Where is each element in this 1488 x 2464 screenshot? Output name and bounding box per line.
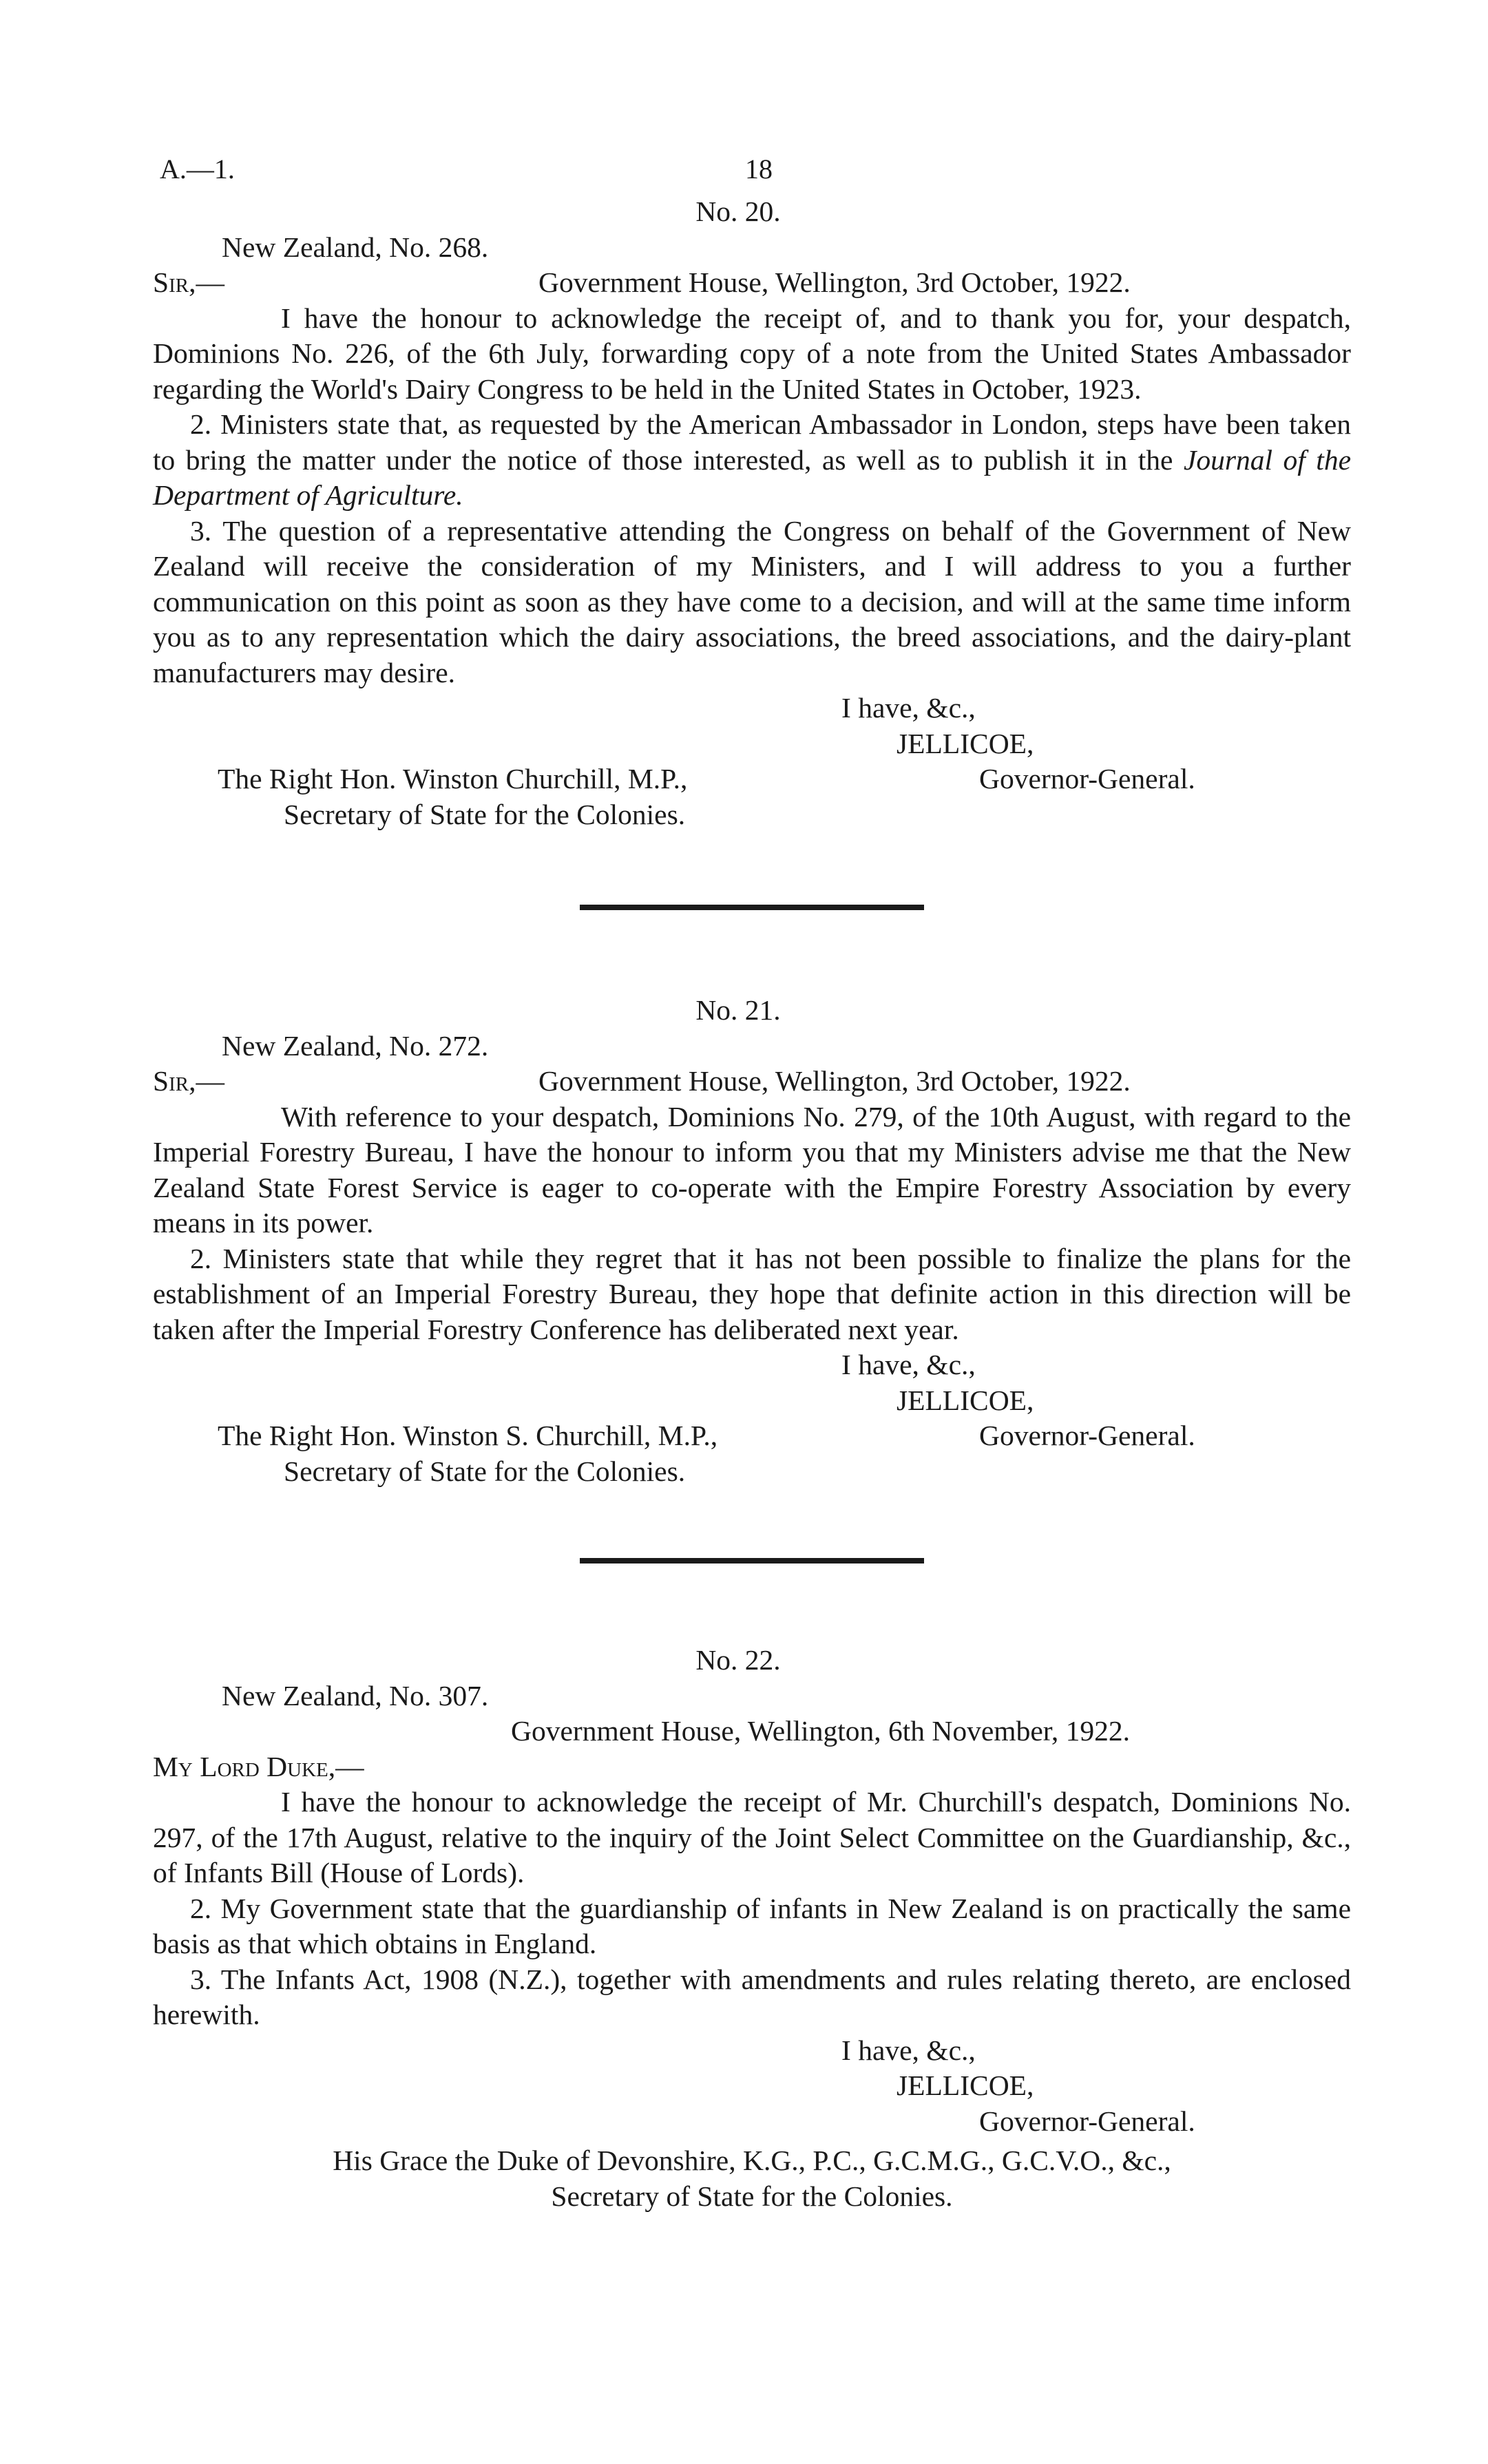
letter-number: No. 21. [695,994,781,1026]
recipient-office: Secretary of State for the Colonies. [284,798,686,830]
closing: I have, &c., [841,692,976,724]
signer-title: Governor-General. [979,2105,1195,2137]
salutation-address-row [153,1064,1351,1099]
despatch-reference: New Zealand, No. 307. [222,1679,489,1712]
paragraph: 3. The Infants Act, 1908 (N.Z.), together with amendments and rules relating thereto, are enclosed herewith. [153,1963,1351,2030]
page-header [153,153,1351,201]
paragraph: 2. My Government state that the guardianship of infants in New Zealand is on practically the same basis as that which obtains in England. [153,1892,1351,1959]
section-divider [580,905,924,910]
sender-address: Government House, Wellington, 3rd October, 1922. [538,266,1131,298]
paragraph-text: 2. Ministers state that, as requested by the American Ambassador in London, steps have been taken to bring the matter under the notice of those interested, as well as to publish it in the [153,408,1351,476]
salutation: Sir,— [153,1065,224,1097]
document-page [153,153,1351,2214]
recipient-row [153,761,1351,797]
closing: I have, &c., [841,1349,976,1380]
letter-number: No. 20. [695,196,781,227]
letter-no-20 [153,194,1351,832]
salutation: Sir,— [153,266,224,298]
signer-title: Governor-General. [979,763,1195,794]
sender-address: Government House, Wellington, 6th November, 1922. [511,1715,1131,1747]
salutation-address-row [153,265,1351,301]
recipient-name: His Grace the Duke of Devonshire, K.G., P.C., G.C.M.G., G.C.V.O., &c., [333,2145,1171,2176]
signer: JELLICOE, [897,1384,1034,1416]
document-reference: A.—1. [160,154,235,185]
paragraph: I have the honour to acknowledge the receipt of Mr. Churchill's despatch, Dominions No. 297, of the 17th August, relative to the inquiry of the Joint Select Committee on the Guardianship, &c., of Infants Bill (House of Lords). [153,1786,1351,1888]
paragraph: 2. Ministers state that while they regret that it has not been possible to finalize the plans for the establishment of an Imperial Forestry Bureau, they hope that definite action in this direction will be taken after the Imperial Forestry Conference has deliberated next year. [153,1242,1351,1345]
recipient-office: Secretary of State for the Colonies. [284,1455,686,1487]
salutation: My Lord Duke,— [153,1750,364,1782]
signer: JELLICOE, [897,727,1034,759]
despatch-reference: New Zealand, No. 272. [222,1029,489,1062]
letter-no-22 [153,1643,1351,2214]
recipient-name: The Right Hon. Winston Churchill, M.P., [218,763,688,794]
paragraph: 3. The question of a representative attending the Congress on behalf of the Government of New Zealand will receive the consideration of my Ministers, and I will address to you a further communication on this point as soon as they have come to a decision, and will at the same time inform you as to any representation which the dairy associations, the breed associations, and the dairy-plant manufacturers may desire. [153,514,1351,688]
paragraph: With reference to your despatch, Dominions No. 279, of the 10th August, with regard to the Imperial Forestry Bureau, I have the honour to inform you that my Ministers advise me that the New Zealand State Forest Service is eager to co-operate with the Empire Forestry Association by every means in its power. [153,1100,1351,1239]
journal-title: Journal of the Department of Agriculture. [153,443,1351,511]
paragraph: I have the honour to acknowledge the receipt of, and to thank you for, your despatch, Dominions No. 226, of the 6th July, forwarding copy of a note from the United States Ambassador regarding the World's Dairy Congress to be held in the United States in October, 1923. [153,302,1351,405]
closing: I have, &c., [841,2034,976,2066]
signer-title: Governor-General. [979,1420,1195,1451]
sender-address: Government House, Wellington, 3rd October, 1922. [538,1065,1131,1097]
paragraph [153,407,1351,514]
recipient-office: Secretary of State for the Colonies. [551,2180,953,2212]
letter-no-21 [153,993,1351,1489]
recipient-name: The Right Hon. Winston S. Churchill, M.P., [218,1420,718,1451]
section-divider [580,1558,924,1563]
letter-number: No. 22. [695,1644,781,1676]
signer: JELLICOE, [897,2070,1034,2101]
despatch-reference: New Zealand, No. 268. [222,231,489,263]
recipient-row [153,1418,1351,1454]
page-number: 18 [745,154,773,185]
